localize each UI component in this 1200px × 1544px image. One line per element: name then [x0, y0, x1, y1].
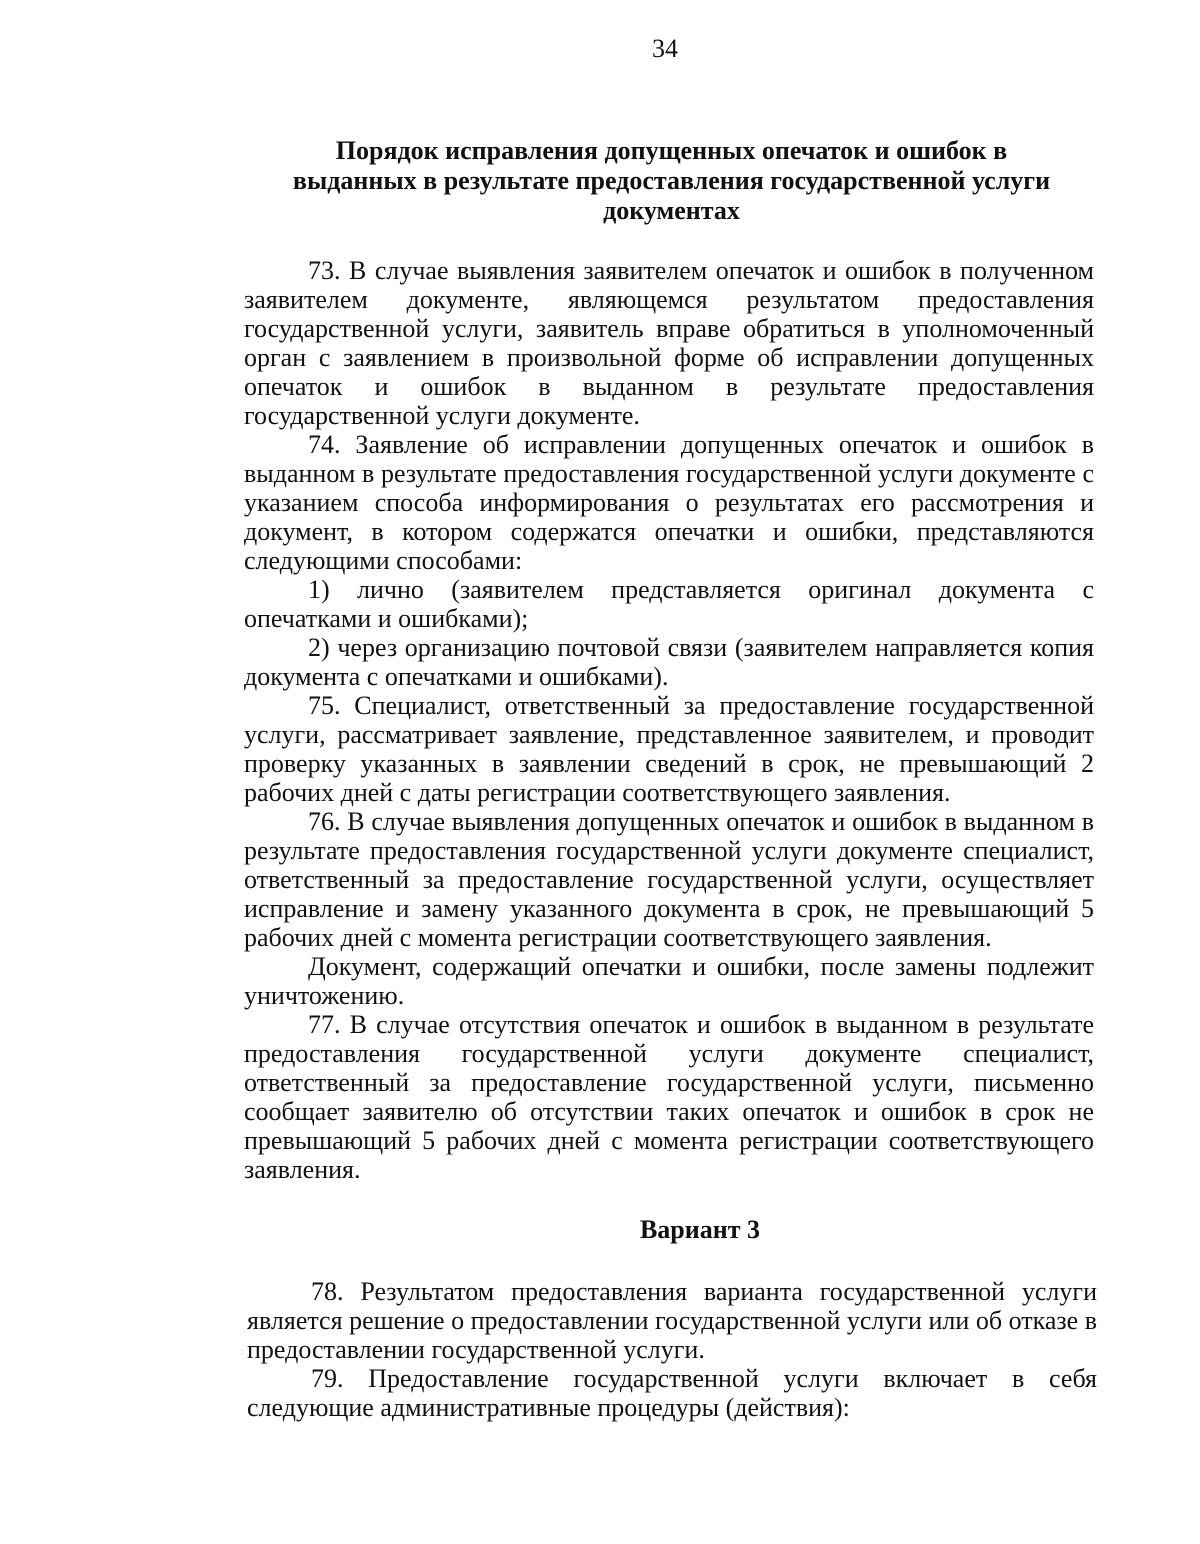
typo-correction-section	[244, 256, 1094, 1184]
paragraph-77: 77. В случае отсутствия опечаток и ошибок в выданном в результате предоставления государственной услуги документе специалист, ответственный за предоставление государственной услуги, письменно сообщает заявителю об отсутствии таких опечаток и ошибок в срок не превышающий 5 рабочих дней с момента регистрации соответствующего заявления.	[244, 1010, 1094, 1184]
paragraph-76-note: Документ, содержащий опечатки и ошибки, после замены подлежит уничтожению.	[244, 952, 1094, 1010]
paragraph-74-item-1: 1) лично (заявителем представляется оригинал документа с опечатками и ошибками);	[244, 575, 1094, 633]
paragraph-74: 74. Заявление об исправлении допущенных опечаток и ошибок в выданном в результате предоставления государственной услуги документе с указанием способа информирования о результатах его рассмотрения и документ, в котором содержатся опечатки и ошибки, представляются следующими способами:	[244, 430, 1094, 575]
section-heading-line-3: документах	[603, 196, 740, 225]
variant-heading: Вариант 3	[639, 1215, 761, 1244]
paragraph-73: 73. В случае выявления заявителем опечаток и ошибок в полученном заявителем документе, являющемся результатом предоставления государственной услуги, заявитель вправе обратиться в уполномоченный орган с заявлением в произвольной форме об исправлении допущенных опечаток и ошибок в выданном в результате предоставления государственной услуги документе.	[244, 256, 1094, 430]
paragraph-78: 78. Результатом предоставления варианта государственной услуги является решение о предоставлении государственной услуги или об отказе в предоставлении государственной услуги.	[247, 1277, 1097, 1364]
paragraph-76: 76. В случае выявления допущенных опечаток и ошибок в выданном в результате предоставления государственной услуги документе специалист, ответственный за предоставление государственной услуги, осуществляет исправление и замену указанного документа в срок, не превышающий 5 рабочих дней с момента регистрации соответствующего заявления.	[244, 807, 1094, 952]
variant-3-section	[247, 1277, 1097, 1422]
section-heading-line-2: выданных в результате предоставления государственной услуги	[292, 166, 1051, 195]
paragraph-74-item-2: 2) через организацию почтовой связи (заявителем направляется копия документа с опечатками и ошибками).	[244, 633, 1094, 691]
page-number: 34	[652, 34, 678, 63]
section-heading-line-1: Порядок исправления допущенных опечаток и ошибок в	[335, 136, 1008, 165]
paragraph-79: 79. Предоставление государственной услуги включает в себя следующие административные процедуры (действия):	[247, 1364, 1097, 1422]
section-heading	[244, 136, 1099, 226]
paragraph-75: 75. Специалист, ответственный за предоставление государственной услуги, рассматривает заявление, представленное заявителем, и проводит проверку указанных в заявлении сведений в срок, не превышающий 2 рабочих дней с даты регистрации соответствующего заявления.	[244, 691, 1094, 807]
